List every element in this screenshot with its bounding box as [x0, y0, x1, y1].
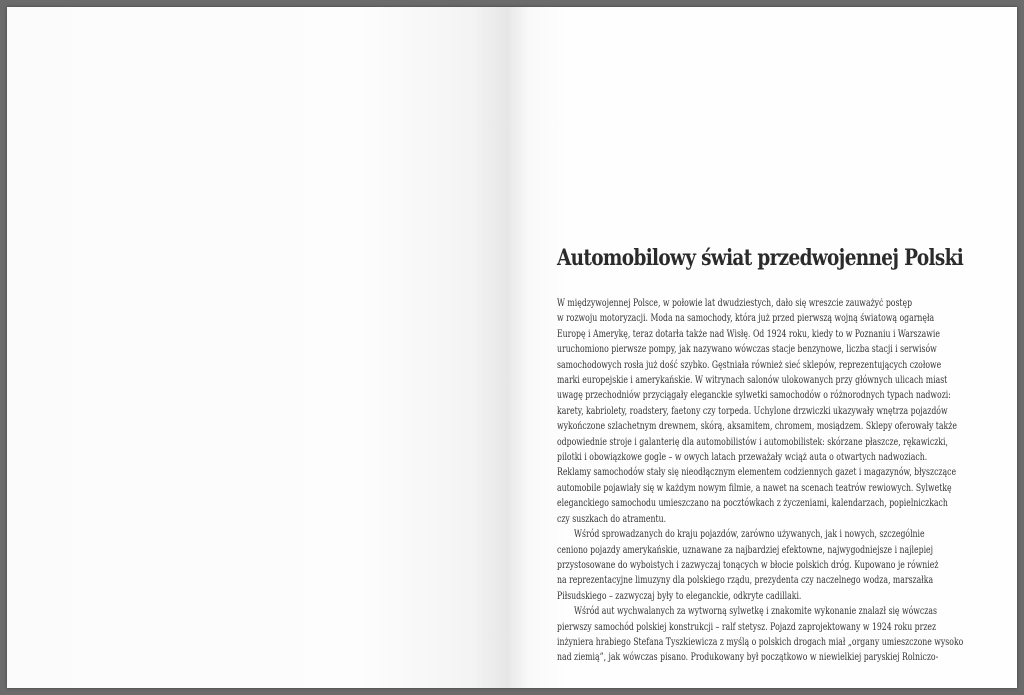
text-line: Piłsudskiego – zazwyczaj były to eleganckie, odkryte cadillaki.	[557, 590, 802, 602]
right-page	[509, 7, 1017, 688]
text-line: inżyniera hrabiego Stefana Tyszkiewicza z myślą o polskich drogach miał „organy umieszczone wysoko	[557, 636, 964, 648]
text-line: wykończone szlachetnym drewnem, skórą, aksamitem, chromem, mosiądzem. Sklepy oferowały także	[557, 421, 957, 433]
text-line: W międzywojennej Polsce, w połowie lat dwudziestych, dało się wreszcie zauważyć postęp	[557, 298, 913, 309]
text-line: karety, kabriolety, roadstery, faetony czy torpeda. Uchylone drzwiczki ukazywały wnętrza pojazdów	[557, 405, 948, 417]
text-line: przystosowane do wyboistych i zazwyczaj tonących w błocie polskich dróg. Kupowano je również	[557, 559, 939, 571]
text-line: samochodowych rosła już dość szybko. Gęstniała również sieć sklepów, reprezentujących czołowe	[557, 359, 942, 371]
text-line: Wśród aut wychwalanych za wytworną sylwetkę i znakomite wykonanie znalazł się wówczas	[574, 606, 937, 618]
body-text	[557, 296, 976, 666]
text-line: ceniono pojazdy amerykańskie, uznawane za najbardziej efektowne, najwygodniejsze i najlepiej	[557, 544, 934, 556]
text-line: nad ziemią”, jak wówczas pisano. Produkowany był początkowo w niewielkiej paryskiej Rolniczo-	[557, 652, 939, 664]
text-line: pierwszy samochód polskiej konstrukcji – ralf stetysz. Pojazd zaprojektowany w 1924 roku przez	[557, 621, 937, 633]
text-line: Wśród sprowadzanych do kraju pojazdów, zarówno używanych, jak i nowych, szczególnie	[574, 529, 925, 541]
text-line: Reklamy samochodów stały się nieodłącznym elementem codziennych gazet i magazynów, błyszczące	[557, 467, 957, 479]
text-line: marki europejskie i amerykańskie. W witrynach salonów ulokowanych przy głównych ulicach miast	[557, 375, 948, 387]
text-line: pilotki i obowiązkowe gogle – w owych latach przeważały wciąż auta o otwartych nadwoziach.	[557, 452, 928, 464]
text-line: eleganckiego samochodu umieszczano na pocztówkach z życzeniami, kalendarzach, popielniczkach	[557, 498, 948, 510]
text-line: automobile pojawiały się w każdym nowym filmie, a nawet na scenach teatrów rewiowych. Sylwetkę	[557, 482, 952, 494]
text-line: na reprezentacyjne limuzyny dla polskiego rządu, prezydenta czy naczelnego wodza, marszałka	[557, 575, 934, 587]
text-line: uruchomiono pierwsze pompy, jak nazywano wówczas stacje benzynowe, liczba stacji i serwisów	[557, 344, 937, 356]
text-line: Europę i Amerykę, teraz dotarła także nad Wisłę. Od 1924 roku, kiedy to w Poznaniu i Warszawie	[557, 328, 940, 340]
chapter-title: Automobilowy świat przedwojennej Polski	[557, 245, 964, 271]
text-line: w rozwoju motoryzacji. Moda na samochody, która już przed pierwszą wojną światową ogarnęła	[557, 313, 935, 325]
text-line: odpowiednie stroje i galanterię dla automobilistów i automobilistek: skórzane płaszcze, rękawiczki,	[557, 436, 948, 448]
left-page	[7, 7, 509, 688]
text-line: czy suszkach do atramentu.	[557, 513, 667, 525]
text-line: uwagę przechodniów przyciągały eleganckie sylwetki samochodów o różnorodnych typach nadwozi:	[557, 390, 951, 402]
book-spread	[7, 7, 1017, 688]
